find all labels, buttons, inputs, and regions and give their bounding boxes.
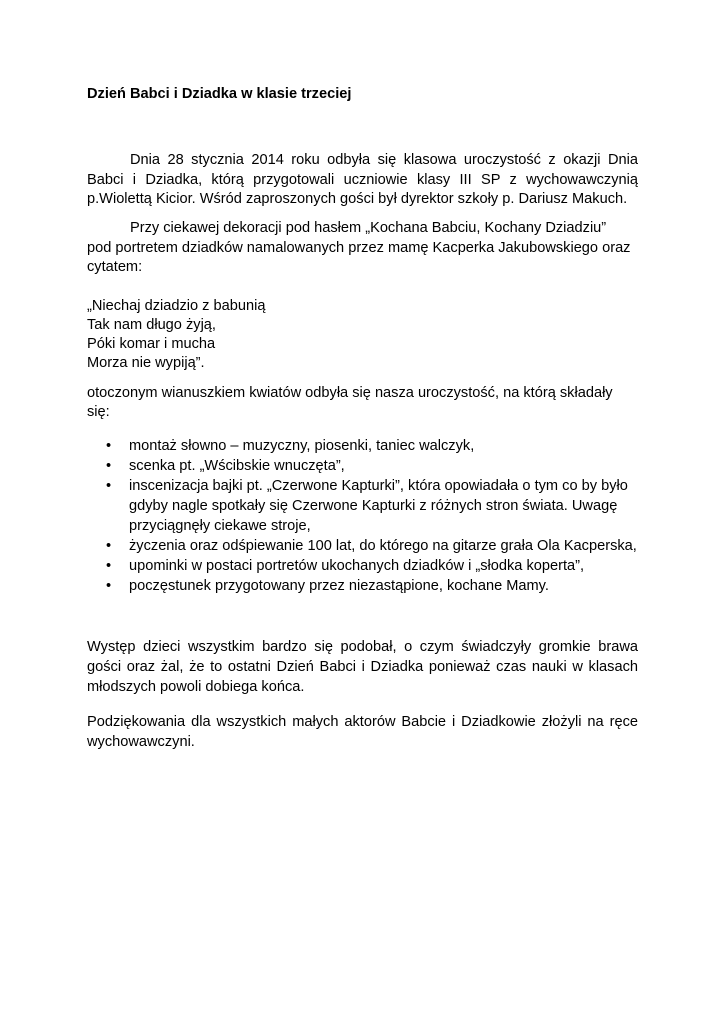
paragraph-2-line-3: cytatem:: [87, 259, 143, 275]
poem-line-2: Tak nam długo żyją,: [87, 317, 216, 333]
paragraph-1-line-3: p.Wiolettą Kicior. Wśród zaproszonych gości był dyrektor szkoły p. Dariusz Makuch.: [87, 191, 628, 207]
list-item-3-line-1: inscenizacja bajki pt. „Czerwone Kapturki”, która opowiadała o tym co by było: [129, 478, 628, 494]
list-item-6: poczęstunek przygotowany przez niezastąpione, kochane Mamy.: [129, 578, 549, 594]
paragraph-5-line-1: Podziękowania dla wszystkich małych aktorów Babcie i Dziadkowie złożyli na ręce: [87, 714, 638, 730]
paragraph-3-line-1: otoczonym wianuszkiem kwiatów odbyła się nasza uroczystość, na którą składały: [87, 385, 613, 401]
document-title: Dzień Babci i Dziadka w klasie trzeciej: [87, 86, 352, 102]
bullet-marker: •: [106, 538, 112, 554]
poem-line-3: Póki komar i mucha: [87, 336, 216, 352]
poem-line-1: „Niechaj dziadzio z babunią: [87, 298, 266, 314]
list-item-4: życzenia oraz odśpiewanie 100 lat, do którego na gitarze grała Ola Kacperska,: [129, 538, 637, 554]
bullet-marker: •: [106, 478, 112, 494]
paragraph-1-line-1: Dnia 28 stycznia 2014 roku odbyła się klasowa uroczystość z okazji Dnia: [130, 152, 638, 168]
paragraph-2-line-2: pod portretem dziadków namalowanych przez mamę Kacperka Jakubowskiego oraz: [87, 240, 631, 256]
paragraph-5-line-2: wychowawczyni.: [87, 734, 195, 750]
paragraph-2-line-1: Przy ciekawej dekoracji pod hasłem „Kochana Babciu, Kochany Dziadziu”: [130, 220, 607, 236]
paragraph-1-line-2: Babci i Dziadka, którą przygotowali uczniowie klasy III SP z wychowawczynią: [87, 172, 638, 188]
bullet-marker: •: [106, 458, 112, 474]
paragraph-4-line-3: młodszych powoli dobiega końca.: [87, 679, 305, 695]
list-item-5: upominki w postaci portretów ukochanych dziadków i „słodka koperta”,: [129, 558, 585, 574]
list-item-1: montaż słowno – muzyczny, piosenki, taniec walczyk,: [129, 438, 475, 454]
bullet-marker: •: [106, 558, 112, 574]
list-item-3-line-3: przyciągnęły ciekawe stroje,: [129, 518, 311, 534]
paragraph-4-line-1: Występ dzieci wszystkim bardzo się podobał, o czym świadczyły gromkie brawa: [87, 639, 638, 655]
list-item-3-line-2: gdyby nagle spotkały się Czerwone Kapturki z różnych stron świata. Uwagę: [129, 498, 618, 514]
paragraph-3-line-2: się:: [87, 404, 110, 420]
bullet-marker: •: [106, 578, 112, 594]
bullet-marker: •: [106, 438, 112, 454]
list-item-2: scenka pt. „Wścibskie wnuczęta”,: [129, 458, 345, 474]
poem-line-4: Morza nie wypiją”.: [87, 355, 205, 371]
paragraph-4-line-2: gości oraz żal, że to ostatni Dzień Babci i Dziadka ponieważ czas nauki w klasach: [87, 659, 638, 675]
